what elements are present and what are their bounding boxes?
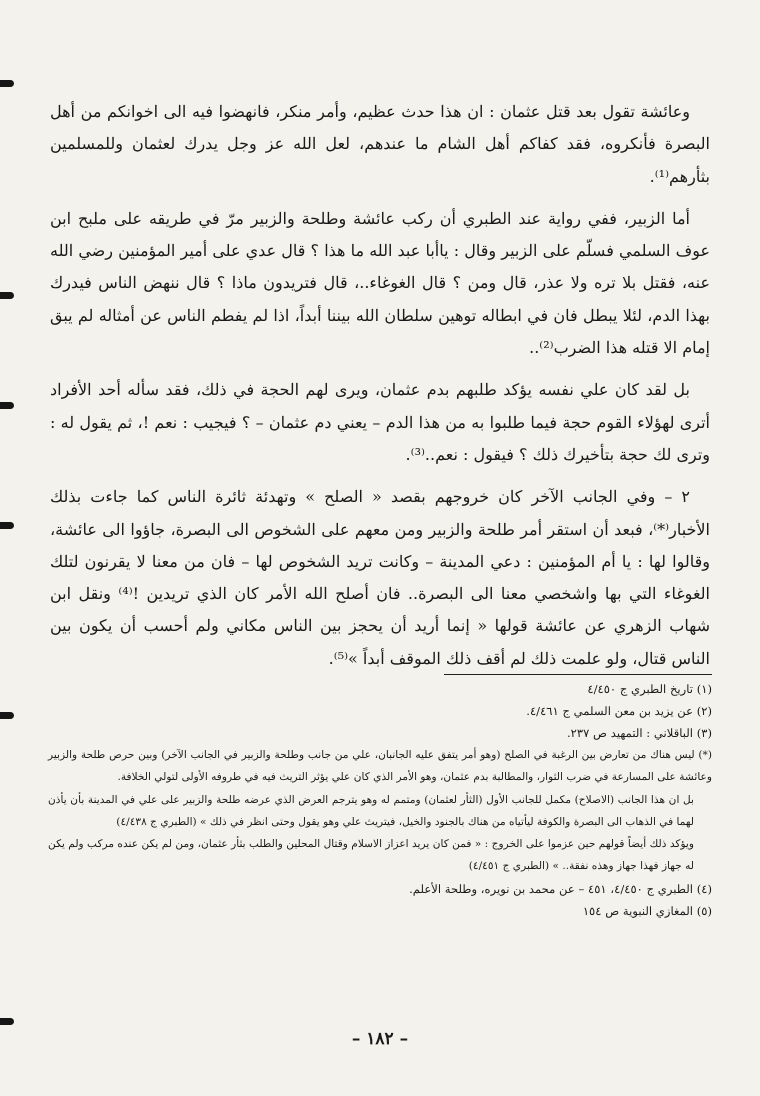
- binding-mark: [0, 80, 14, 87]
- footnote-5: (٥) المغازي النبوية ص ١٥٤: [582, 903, 712, 918]
- footnote-star-2: بل ان هذا الجانب (الاصلاح) مكمل للجانب الأول (الثأر لعثمان) ومتمم له وهو يترجم العرض الذي عرضه طلحة والزبير على علي في المدينة بأن يأذن لهما في الذهاب الى البصرة والكوفة ليأتياه من هناك بالجنود والخيل، فيتريث علي وهو يقول وحتى انظر في ذلك » (الطبري ج ٤/٤٣٨): [48, 793, 694, 828]
- binding-mark: [0, 292, 14, 299]
- footnote-3: (٣) الباقلاني : التمهيد ص ٢٣٧.: [566, 726, 712, 740]
- binding-mark: [0, 1018, 14, 1025]
- footnote-separator: [444, 674, 712, 675]
- paragraph: بل لقد كان علي نفسه يؤكد طلبهم بدم عثمان، ويرى لهم الحجة في ذلك، فقد سأله أحد الأفراد أترى لهؤلاء القوم حجة فيما طلبوا به من هذا الدم – يعني دم عثمان – ؟ فيجيب : نعم !، ثم يقول له : وترى لك حجة بتأخيرك ذلك ؟ فيقول : نعم..⁽³⁾.: [50, 380, 710, 464]
- paragraph: أما الزبير، ففي رواية عند الطبري أن ركب عائشة وطلحة والزبير مرّ في طريقه على ملبح ابن عوف السلمي فسلّم على الزبير وقال : ياأبا عبد الله ما هذا ؟ قال عدي على أمير المؤمنين رضي الله عنه، فقتل بلا تره ولا عذر، قال ومن ؟ قال الغوغاء..، قال فتريدون ماذا ؟ قال ننهض الناس فيدرك بهذا الدم، لئلا يبطل فان في ابطاله توهين سلطان الله بيننا أبداً، اذا لم يفطم الناس عن أمثاله لم يبق إمام الا قتله هذا الضرب⁽²⁾..: [50, 208, 711, 358]
- footnote-1: (١) تاريخ الطبري ج ٤/٤٥٠: [587, 682, 712, 696]
- binding-mark: [0, 402, 14, 409]
- footnote-4: (٤) الطبري ج ٤/٤٥٠، ٤٥١ – عن محمد بن نويره، وطلحة الأعلم.: [409, 881, 712, 896]
- footnote-star-3: ويؤكد ذلك أيضاً قولهم حين عزموا على الخروج : « فمن كان يريد اعزاز الاسلام وقتال المحلين والطلب بثأر عثمان، ومن لم يكن عنده مركب ولم يكن له جهاز فهذا جهاز وهذه نفقة.. » (الطبري ج ٤/٤٥١): [48, 838, 694, 873]
- main-text: [50, 96, 710, 685]
- page-number: – ١٨٢ –: [351, 1029, 409, 1049]
- paragraph: وعائشة تقول بعد قتل عثمان : ان هذا حدث عظيم، وأمر منكر، فانهضوا فيه الى اخوانكم من أهل البصرة فأنكروه، فقد كفاكم أهل الشام ما عندهم، لعل الله عز وجل يدرك لعثمان وللمسلمين بثأرهم⁽¹⁾.: [50, 102, 710, 186]
- binding-mark: [0, 712, 14, 719]
- footnote-star-1: (*) ليس هناك من تعارض بين الرغبة في الصلح (وهو أمر يتفق عليه الجانبان، علي من جانب وطلحة والزبير في الجانب الآخر) وبين حرص طلحة والزبير وعائشة على المسارعة في ضرب الثوار، والمطالبة بدم عثمان، وهو الأمر الذي كان علي يؤثر التريث فيه في طروفه الأولى لتولي الخلافة.: [48, 749, 712, 784]
- footnote-2: (٢) عن يزيد بن معن السلمي ج ٤/٤٦١.: [526, 704, 712, 718]
- paragraph: ٢ – وفي الجانب الآخر كان خروجهم بقصد « الصلح » وتهدئة ثائرة الناس كما جاءت بذلك الأخبار⁽*⁾، فبعد أن استقر أمر طلحة والزبير ومن معهم على الشخوص الى البصرة، جاؤوا الى عائشة، وقالوا لها : يا أم المؤمنين : دعي المدينة – وكانت تريد الشخوص لها – فان من معنا لا يقرنون لتلك الغوغاء التي بها واشخصي معنا الى البصرة.. فان أصلح الله الأمر كان الذي تريدين !⁽⁴⁾ ونقل ابن شهاب الزهري عن عائشة قولها « إنما أريد أن يحجز بين الناس مكاني ولم أحسب أن يكون بين الناس قتال، ولو علمت ذلك لم أقف ذلك الموقف أبداً »⁽⁵⁾.: [50, 487, 711, 668]
- footnotes: [48, 678, 712, 922]
- binding-mark: [0, 522, 14, 529]
